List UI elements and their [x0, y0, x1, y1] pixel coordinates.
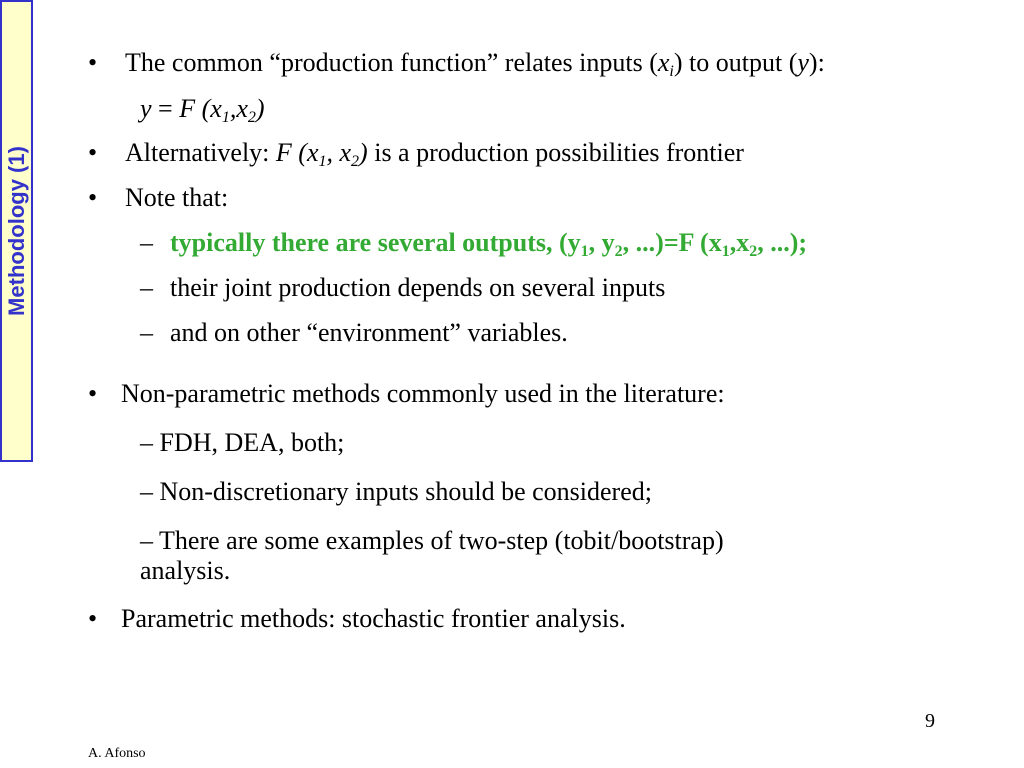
- sub-environment-variables: and on other “environment” variables.: [170, 318, 568, 347]
- dash-icon: –: [140, 228, 153, 257]
- bullet-non-parametric: Non-parametric methods commonly used in the literature:: [121, 379, 725, 408]
- sub-joint-production: their joint production depends on several inputs: [170, 273, 666, 302]
- bullet-note-that: Note that:: [125, 183, 229, 212]
- bullet-icon: •: [88, 48, 98, 77]
- dash-icon: –: [140, 273, 153, 302]
- bullet-icon: •: [88, 183, 98, 212]
- sub-several-outputs: typically there are several outputs, ($y_1$, $y_2$, ...)=F ($x_1,x_2$, ...);: [170, 228, 808, 260]
- bullet-parametric: Parametric methods: stochastic frontier analysis.: [121, 604, 626, 633]
- bullet-icon: •: [88, 138, 98, 167]
- dash-icon: –: [140, 318, 153, 347]
- slide-title: Methodology (1): [3, 146, 29, 316]
- bullet-icon: •: [88, 604, 98, 633]
- bullet-icon: •: [88, 379, 98, 408]
- bullet-alternatively: Alternatively: F ($x_1$, $x_2$) is a production possibilities frontier: [125, 138, 744, 170]
- sub-two-step: – There are some examples of two-step (tobit/bootstrap): [140, 526, 724, 555]
- author-footer: A. Afonso: [88, 746, 146, 761]
- side-title-bar: [0, 0, 33, 462]
- sub-two-step-cont: analysis.: [140, 556, 231, 585]
- equation-production: y = F $(x_1,x_2)$: [140, 94, 265, 126]
- sub-fdh-dea: – FDH, DEA, both;: [140, 428, 345, 457]
- bullet-production-function: The common “production function” relates inputs $(x_i)$ to output (y):: [125, 48, 825, 80]
- sub-non-discretionary: – Non-discretionary inputs should be considered;: [140, 477, 652, 506]
- page-number: 9: [925, 710, 935, 732]
